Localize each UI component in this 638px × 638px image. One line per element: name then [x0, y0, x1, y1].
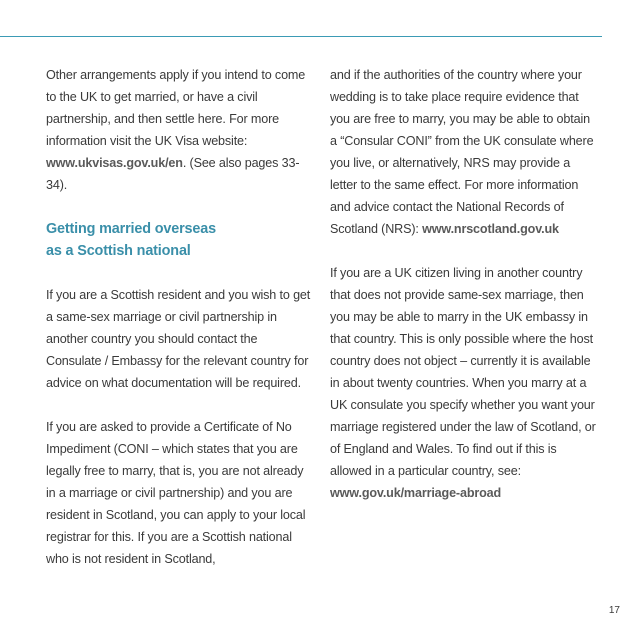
top-rule: [0, 36, 602, 37]
heading-line-1: Getting married overseas: [46, 221, 216, 237]
ukvisas-link[interactable]: www.ukvisas.gov.uk/en: [46, 156, 183, 170]
page-number: 17: [608, 605, 620, 616]
left-column: [46, 64, 312, 570]
left-paragraph-coni: If you are asked to provide a Certificate of No Impediment (CONI – which states that you are legally free to marry, that is, you are not already in a marriage or civil partnership) and you are resident in Scotland, you can apply to your local registrar for this. If you are a Scottish national who is not resident in Scotland,: [46, 420, 306, 566]
left-paragraph-resident: If you are a Scottish resident and you wish to get a same-sex marriage or civil partnership in another country you should contact the Consulate / Embassy for the relevant country for advice on what documentation will be required.: [46, 288, 311, 390]
heading-line-2: as a Scottish national: [46, 243, 191, 259]
left-paragraph-visa: Other arrangements apply if you intend to come to the UK to get married, or have a civil partnership, and then settle here. For more information visit the UK Visa website: www.ukvisas.gov.uk/en. (See also pages 33-34).: [46, 68, 306, 192]
nrscotland-link[interactable]: www.nrscotland.gov.uk: [422, 222, 559, 236]
marriage-abroad-link[interactable]: www.gov.uk/marriage-abroad: [330, 486, 502, 500]
section-heading: [46, 218, 312, 262]
right-paragraph-consular: and if the authorities of the country where your wedding is to take place require evidence that you are free to marry, you may be able to obtain a “Consular CONI” from the UK consulate where you live, or alternatively, NRS may provide a letter to the same effect. For more information and advice contact the National Records of Scotland (NRS): www.nrscotland.gov.uk: [330, 68, 594, 236]
right-column: [330, 64, 598, 504]
right-paragraph-embassy: If you are a UK citizen living in another country that does not provide same-sex marriage, then you may be able to marry in the UK embassy in that country. This is only possible where the host country does not object – currently it is available in about twenty countries. When you marry at a UK consulate you specify whether you want your marriage registered under the law of Scotland, or of England and Wales. To find out if this is allowed in a particular country, see: www.gov.uk/marriage-abroad: [330, 266, 596, 500]
